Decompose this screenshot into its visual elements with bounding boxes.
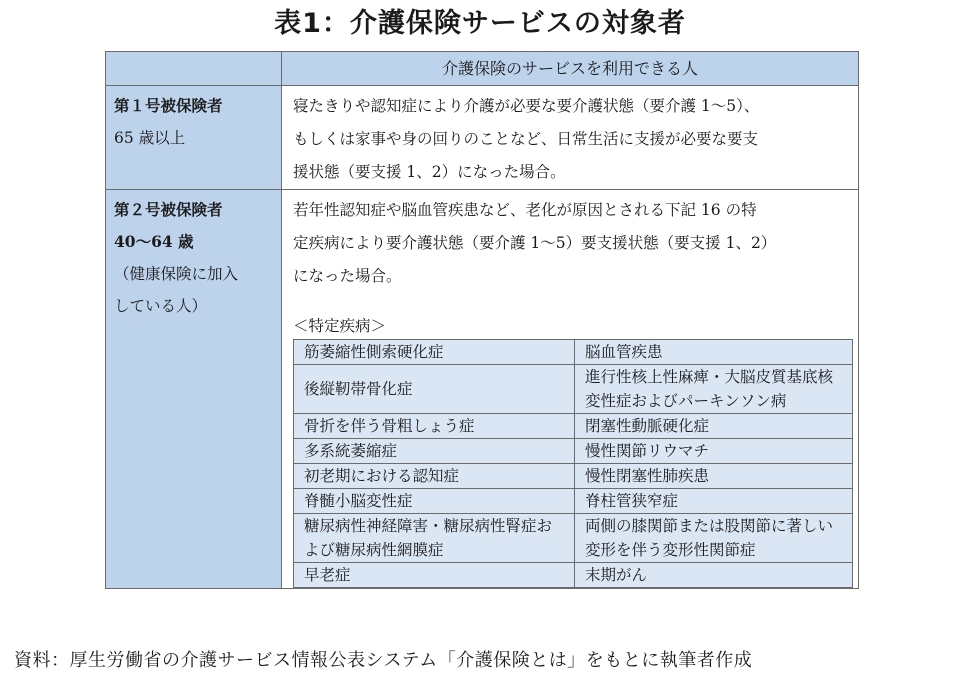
eligibility-table — [105, 51, 859, 589]
disease-cell: 早老症 — [294, 563, 575, 588]
description-line: 若年性認知症や脳血管疾患など、老化が原因とされる下記 16 の特 — [293, 201, 757, 219]
header-cell — [282, 52, 859, 86]
disease-cell: 慢性関節リウマチ — [575, 439, 853, 464]
disease-cell: 閉塞性動脈硬化症 — [575, 414, 853, 439]
page-title: 表1：介護保険サービスの対象者 — [274, 8, 686, 39]
disease-row — [294, 563, 853, 588]
disease-cell: 多系統萎縮症 — [294, 439, 575, 464]
disease-row — [294, 414, 853, 439]
table-header-row — [106, 52, 859, 86]
header-empty-cell — [106, 52, 282, 86]
disease-cell: 脳血管疾患 — [575, 340, 853, 365]
disease-cell: 慢性閉塞性肺疾患 — [575, 464, 853, 489]
disease-cell: 骨折を伴う骨粗しょう症 — [294, 414, 575, 439]
row-label-cell — [106, 86, 282, 190]
row-label-title: 第１号被保険者 — [114, 96, 223, 115]
specified-diseases-table — [293, 339, 853, 588]
disease-row — [294, 489, 853, 514]
row-label-note: （健康保険に加入 — [114, 265, 239, 283]
row-label-age: 40〜64 歳 — [114, 232, 194, 251]
disease-cell: 脊柱管狭窄症 — [575, 489, 853, 514]
header-label: 介護保険のサービスを利用できる人 — [441, 59, 698, 78]
disease-row — [294, 365, 853, 414]
disease-cell: 進行性核上性麻痺・大脳皮質基底核変性症およびパーキンソン病 — [575, 365, 853, 414]
row-label-title: 第２号被保険者 — [114, 200, 223, 219]
row-label-cell — [106, 190, 282, 589]
disease-cell: 脊髄小脳変性症 — [294, 489, 575, 514]
row-label-note: している人） — [114, 297, 208, 315]
description-line: 寝たきりや認知症により介護が必要な要介護状態（要介護 1〜5）、 — [293, 97, 760, 115]
source-note: 資料：厚生労働省の介護サービス情報公表システム「介護保険とは」をもとに執筆者作成 — [14, 650, 753, 671]
row-label-age: 65 歳以上 — [114, 129, 186, 147]
disease-cell: 筋萎縮性側索硬化症 — [294, 340, 575, 365]
description-line: もしくは家事や身の回りのことなど、日常生活に支援が必要な要支 — [293, 130, 759, 148]
description-line: 定疾病により要介護状態（要介護 1〜5）要支援状態（要支援 1、2） — [293, 234, 777, 252]
disease-cell: 両側の膝関節または股関節に著しい変形を伴う変形性関節症 — [575, 514, 853, 563]
row-description-cell — [282, 190, 859, 589]
disease-cell: 末期がん — [575, 563, 853, 588]
disease-cell: 糖尿病性神経障害・糖尿病性腎症および糖尿病性網膜症 — [294, 514, 575, 563]
description-line: 援状態（要支援 1、2）になった場合。 — [293, 163, 566, 181]
row-description-cell — [282, 86, 859, 190]
disease-cell: 初老期における認知症 — [294, 464, 575, 489]
disease-row — [294, 464, 853, 489]
disease-row — [294, 439, 853, 464]
disease-row — [294, 340, 853, 365]
disease-row — [294, 514, 853, 563]
diseases-heading: ＜特定疾病＞ — [293, 317, 387, 335]
table-row — [106, 86, 859, 190]
disease-cell: 後縦靭帯骨化症 — [294, 365, 575, 414]
description-line: になった場合。 — [293, 267, 402, 285]
table-row — [106, 190, 859, 589]
